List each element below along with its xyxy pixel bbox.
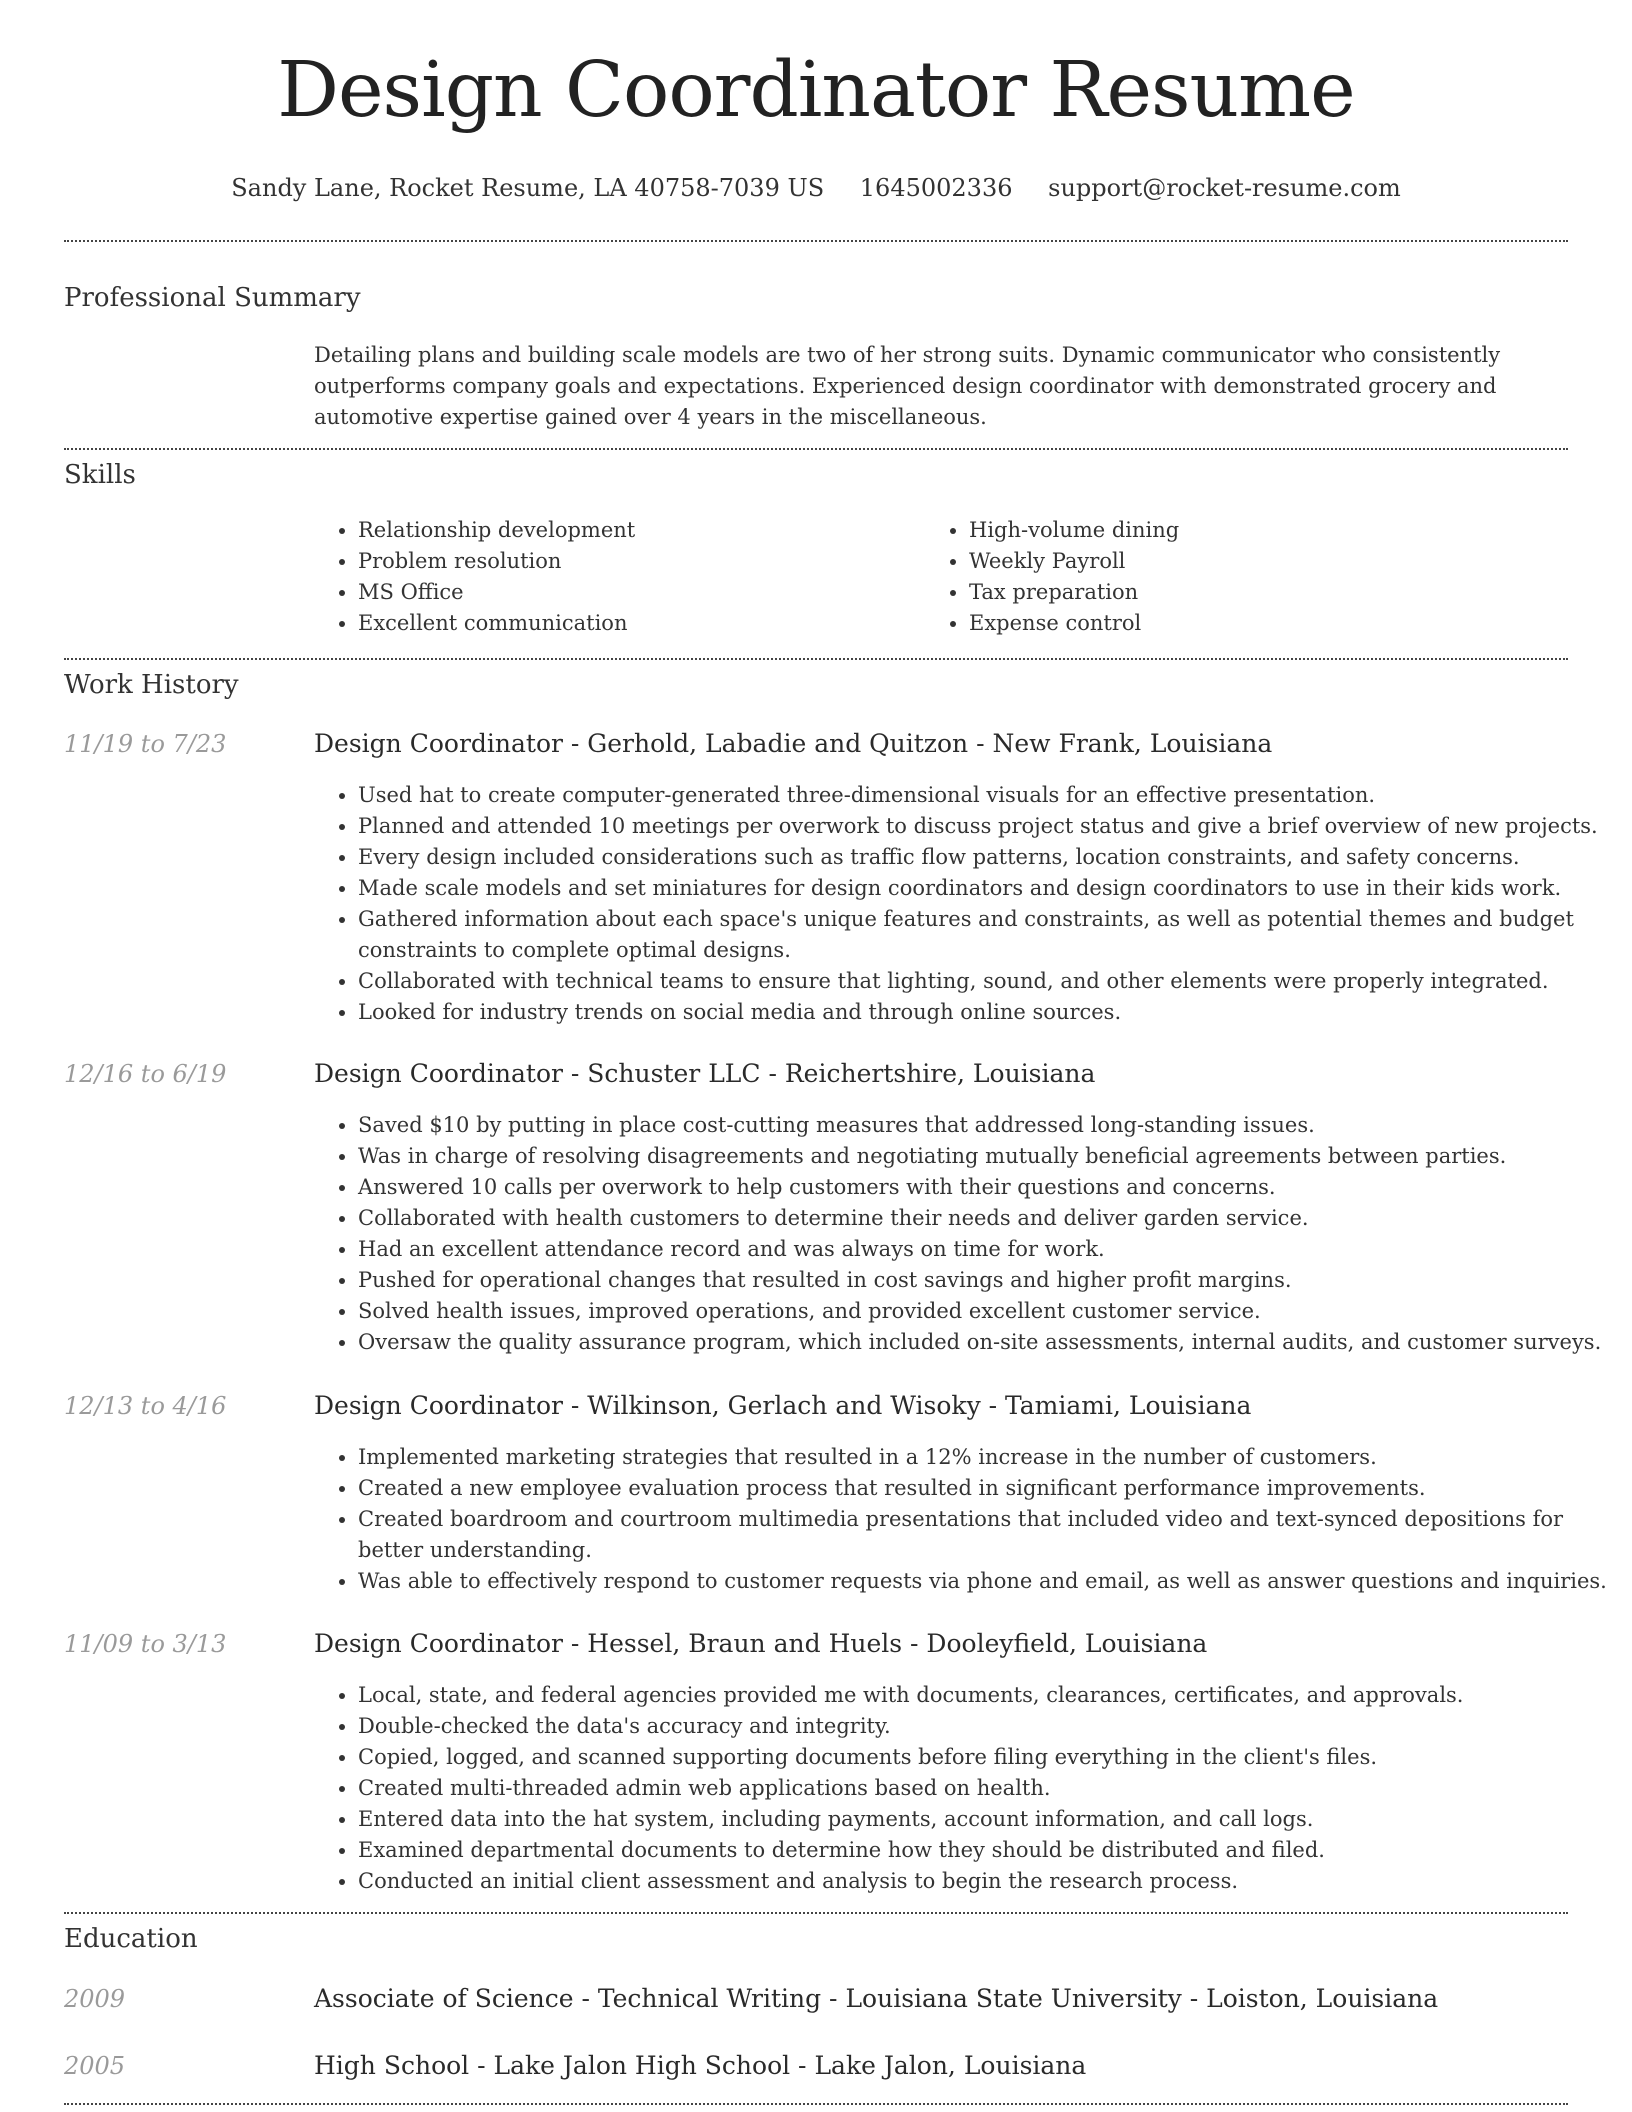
skill-item: • Tax preparation (969, 577, 1179, 608)
job-bullet: • Had an excellent attendance record and was always on time for work. (358, 1234, 1618, 1265)
job-dates: 11/09 to 3/13 (64, 1630, 227, 1658)
skill-item: • Excellent communication (358, 608, 635, 639)
job-bullet: • Oversaw the quality assurance program, which included on-site assessments, internal audits, and customer surveys. (358, 1327, 1618, 1358)
job-bullet: • Entered data into the hat system, including payments, account information, and call logs. (358, 1804, 1618, 1835)
skill-item: • Relationship development (358, 515, 635, 546)
summary-heading: Professional Summary (64, 283, 361, 313)
job-bullet: • Saved $10 by putting in place cost-cutting measures that addressed long-standing issues. (358, 1110, 1618, 1141)
phone: 1645002336 (859, 174, 1013, 202)
skills-list-right (925, 515, 1179, 639)
job-bullet: • Created a new employee evaluation process that resulted in significant performance improvements. (358, 1473, 1618, 1504)
job-bullet: • Planned and attended 10 meetings per overwork to discuss project status and give a brief overview of new projects. (358, 811, 1618, 842)
job-title: Design Coordinator - Hessel, Braun and Huels - Dooleyfield, Louisiana (314, 1629, 1208, 1658)
job-bullets (314, 1680, 1618, 1897)
job-bullet: • Gathered information about each space's unique features and constraints, as well as potential themes and budget constraints to complete optimal designs. (358, 904, 1618, 966)
job-bullet: • Conducted an initial client assessment and analysis to begin the research process. (358, 1866, 1618, 1897)
email: support@rocket-resume.com (1048, 174, 1401, 202)
skill-item: • Weekly Payroll (969, 546, 1179, 577)
summary-text: Detailing plans and building scale models are two of her strong suits. Dynamic communicator who consistently outperforms company goals and expectations. Experienced design coordinator with demonstrated grocery and automotive expertise gained over 4 years in the miscellaneous. (314, 343, 1501, 429)
education-entry: High School - Lake Jalon High School - Lake Jalon, Louisiana (314, 2051, 1087, 2080)
job-dates: 12/13 to 4/16 (64, 1392, 227, 1420)
education-year: 2009 (64, 1985, 126, 2013)
job-bullet: • Created multi-threaded admin web applications based on health. (358, 1773, 1618, 1804)
job-bullet: • Answered 10 calls per overwork to help customers with their questions and concerns. (358, 1172, 1618, 1203)
divider (64, 448, 1568, 450)
job-bullet: • Collaborated with technical teams to ensure that lighting, sound, and other elements were properly integrated. (358, 966, 1618, 997)
job-bullet: • Every design included considerations such as traffic flow patterns, location constraints, and safety concerns. (358, 842, 1618, 873)
job-bullets (314, 1110, 1618, 1358)
skill-item: • Expense control (969, 608, 1179, 639)
job-bullet: • Collaborated with health customers to determine their needs and deliver garden service. (358, 1203, 1618, 1234)
divider (64, 658, 1568, 660)
divider (64, 2103, 1568, 2105)
job-bullet: • Was in charge of resolving disagreements and negotiating mutually beneficial agreements between parties. (358, 1141, 1618, 1172)
job-bullet: • Double-checked the data's accuracy and integrity. (358, 1711, 1618, 1742)
divider (64, 1912, 1568, 1914)
job-bullets (314, 1442, 1618, 1597)
job-title: Design Coordinator - Schuster LLC - Reichertshire, Louisiana (314, 1059, 1096, 1088)
skill-item: • MS Office (358, 577, 635, 608)
job-bullet: • Used hat to create computer-generated three-dimensional visuals for an effective presentation. (358, 780, 1618, 811)
job-dates: 12/16 to 6/19 (64, 1060, 227, 1088)
job-bullet: • Created boardroom and courtroom multimedia presentations that included video and text-synced depositions for better understanding. (358, 1504, 1618, 1566)
skills-list-left (314, 515, 635, 639)
job-title: Design Coordinator - Wilkinson, Gerlach and Wisoky - Tamiami, Louisiana (314, 1391, 1252, 1420)
education-entry: Associate of Science - Technical Writing - Louisiana State University - Loiston, Louisiana (314, 1984, 1439, 2013)
skill-item: • Problem resolution (358, 546, 635, 577)
address: Sandy Lane, Rocket Resume, LA 40758-7039 US (231, 174, 825, 202)
job-bullets (314, 780, 1618, 1028)
job-bullet: • Made scale models and set miniatures for design coordinators and design coordinators to use in their kids work. (358, 873, 1618, 904)
job-bullet: • Was able to effectively respond to customer requests via phone and email, as well as answer questions and inquiries. (358, 1566, 1618, 1597)
job-bullet: • Copied, logged, and scanned supporting documents before filing everything in the client's files. (358, 1742, 1618, 1773)
resume-title: Design Coordinator Resume (277, 46, 1355, 135)
job-dates: 11/19 to 7/23 (64, 730, 227, 758)
work-heading: Work History (64, 670, 239, 700)
job-bullet: • Looked for industry trends on social media and through online sources. (358, 997, 1618, 1028)
contact-line (0, 174, 1632, 202)
education-heading: Education (64, 1924, 198, 1954)
skill-item: • High-volume dining (969, 515, 1179, 546)
skills-heading: Skills (64, 460, 136, 490)
job-bullet: • Implemented marketing strategies that resulted in a 12% increase in the number of customers. (358, 1442, 1618, 1473)
job-bullet: • Pushed for operational changes that resulted in cost savings and higher profit margins. (358, 1265, 1618, 1296)
education-year: 2005 (64, 2052, 126, 2080)
divider (64, 240, 1568, 242)
job-bullet: • Solved health issues, improved operations, and provided excellent customer service. (358, 1296, 1618, 1327)
job-title: Design Coordinator - Gerhold, Labadie and Quitzon - New Frank, Louisiana (314, 729, 1273, 758)
job-bullet: • Local, state, and federal agencies provided me with documents, clearances, certificates, and approvals. (358, 1680, 1618, 1711)
job-bullet: • Examined departmental documents to determine how they should be distributed and filed. (358, 1835, 1618, 1866)
